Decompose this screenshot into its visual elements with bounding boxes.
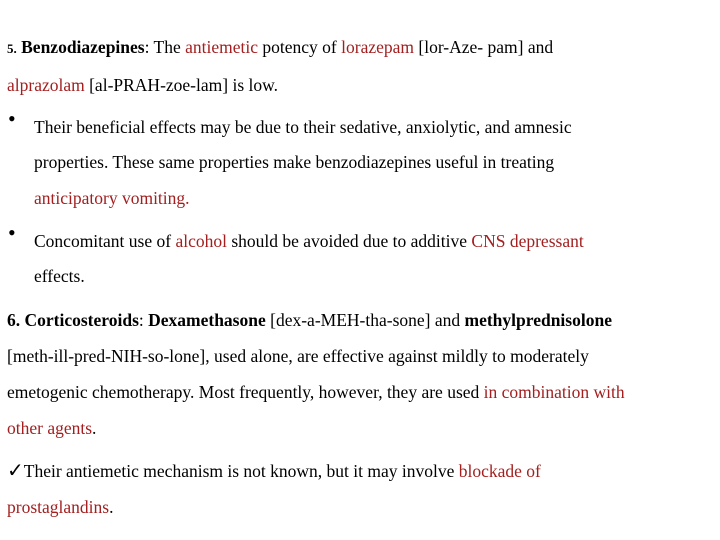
text: properties. These same properties make benzodiazepines useful in treating [34, 152, 555, 172]
highlight-cns-depressant: CNS depressant [471, 231, 584, 251]
text: . [109, 497, 114, 517]
text: effects. [34, 266, 85, 286]
bullet-marker: • [8, 220, 16, 245]
highlight-prostaglandins: prostaglandins [7, 497, 110, 517]
text: [dex-a-MEH-tha-sone] and [265, 310, 465, 330]
check-line-1 [7, 459, 541, 482]
bullet-1-line-2 [34, 151, 554, 173]
highlight-blockade-of: blockade of [458, 461, 541, 481]
highlight-alcohol: alcohol [175, 231, 227, 251]
text: Their antiemetic mechanism is not known, but it may involve [23, 461, 459, 481]
section-6-line-4 [7, 417, 96, 439]
text: emetogenic chemotherapy. Most frequently, however, they are used [7, 382, 484, 402]
section-6-line-1 [7, 309, 612, 331]
text: should be avoided due to additive [226, 231, 472, 251]
text: [meth-ill-pred-NIH-so-lone], used alone, are effective against mildly to moderately [7, 346, 589, 366]
text: : The [144, 37, 186, 57]
highlight-other-agents: other agents [7, 418, 93, 438]
drug-dexamethasone: Dexamethasone [148, 310, 266, 330]
text: : [138, 310, 149, 330]
bullet-2-line-2 [34, 265, 85, 287]
drug-methylprednisolone: methylprednisolone [464, 310, 612, 330]
section-term: Corticosteroids [24, 310, 139, 330]
bullet-1-line-1 [34, 116, 572, 138]
section-5-line-2 [7, 74, 278, 96]
section-6-line-3 [7, 381, 625, 403]
text: potency of [258, 37, 342, 57]
check-line-2 [7, 496, 113, 518]
highlight-lorazepam: lorazepam [341, 37, 414, 57]
bullet-1-line-3 [34, 187, 190, 209]
checkmark-icon: ✓ [7, 458, 24, 482]
highlight-in-combination-with: in combination with [483, 382, 625, 402]
bullet-2-line-1 [34, 230, 584, 252]
section-term: Benzodiazepines [21, 37, 145, 57]
bullet-marker: • [8, 106, 16, 131]
text: Their beneficial effects may be due to their sedative, anxiolytic, and amnesic [34, 117, 572, 137]
text: [lor-Aze- pam] and [414, 37, 554, 57]
text: [al-PRAH-zoe-lam] is low. [84, 75, 278, 95]
highlight-antiemetic: antiemetic [185, 37, 259, 57]
highlight-alprazolam: alprazolam [7, 75, 85, 95]
section-number: 6. [7, 310, 21, 330]
section-5-line-1 [7, 36, 553, 60]
text: . [92, 418, 97, 438]
section-6-line-2 [7, 345, 589, 367]
highlight-anticipatory-vomiting: anticipatory vomiting. [34, 188, 190, 208]
section-number: 5. [7, 41, 17, 56]
text: Concomitant use of [34, 231, 176, 251]
